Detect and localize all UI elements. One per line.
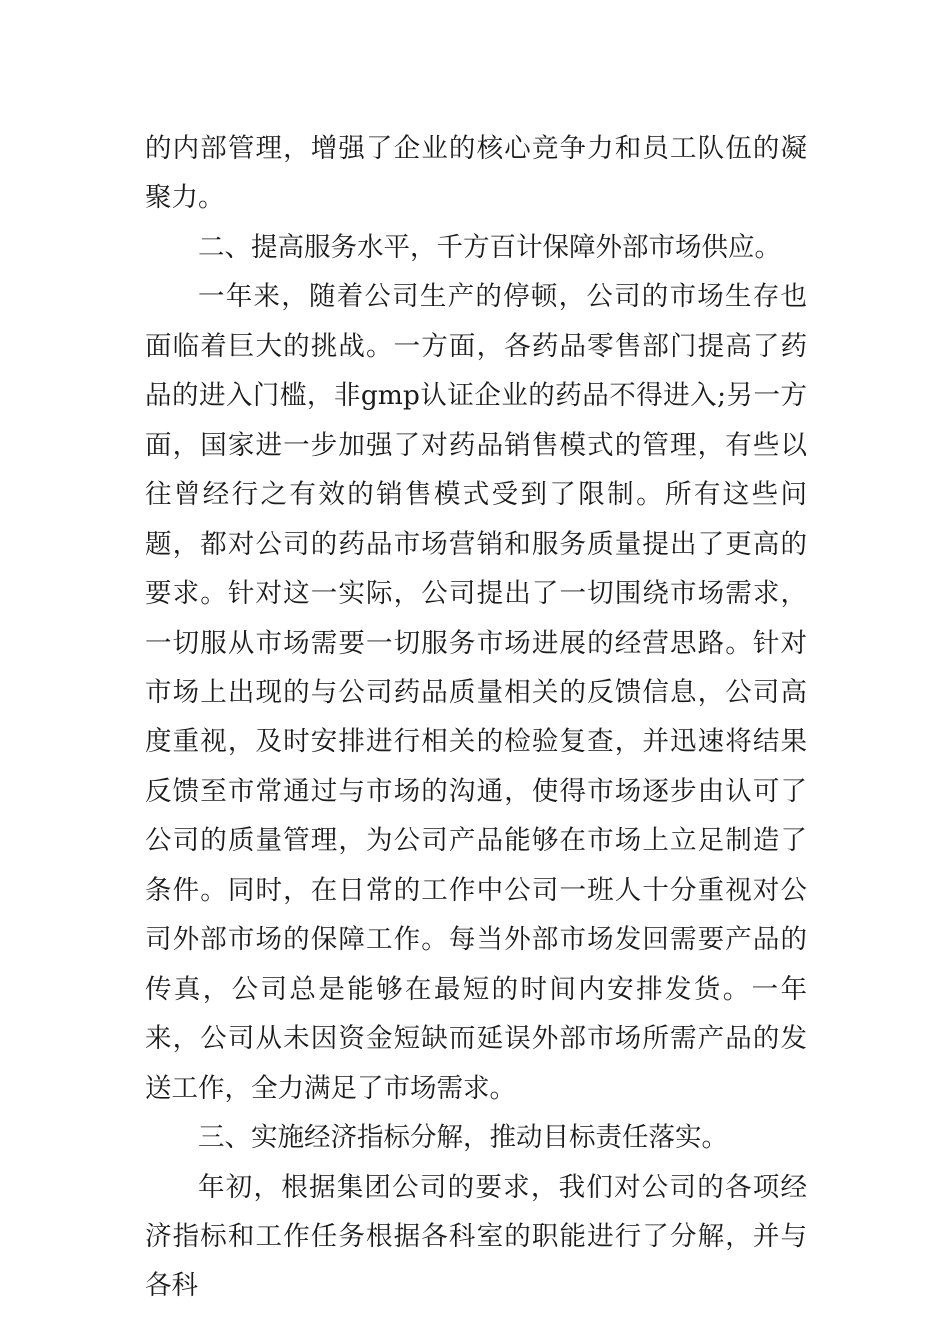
section-heading-2: 二、提高服务水平，千方百计保障外部市场供应。 (198, 231, 781, 263)
section-heading-3: 三、实施经济指标分解，推动目标责任落实。 (198, 1122, 728, 1154)
paragraph-market-supply: 一年来，随着公司生产的停顿，公司的市场生存也面临着巨大的挑战。一方面，各药品零售部门提高了药品的进入门槛，非gmp认证企业的药品不得进入;另一方面，国家进一步加强了对药品销售模式的管理，有些以往曾经行之有效的销售模式受到了限制。所有这些问题，都对公司的药品市场营销和服务质量提出了更高的要求。针对这一实际，公司提出了一切围绕市场需求，一切服从市场需要一切服务市场进展的经营思路。针对市场上出现的与公司药品质量相关的反馈信息，公司高度重视，及时安排进行相关的检验复查，并迅速将结果反馈至市常通过与市场的沟通，使得市场逐步由认可了公司的质量管理，为公司产品能够在市场上立足制造了条件。同时，在日常的工作中公司一班人十分重视对公司外部市场的保障工作。每当外部市场发回需要产品的传真，公司总是能够在最短的时间内安排发货。一年来，公司从未因资金短缺而延误外部市场所需产品的发送工作，全力满足了市场需求。 (145, 281, 807, 1104)
paragraph-indicator-breakdown: 年初，根据集团公司的要求，我们对公司的各项经济指标和工作任务根据各科室的职能进行了分解，并与各科 (145, 1171, 807, 1302)
document-body (145, 124, 807, 1311)
paragraph-continuation: 的内部管理，增强了企业的核心竞争力和员工队伍的凝聚力。 (145, 133, 807, 214)
